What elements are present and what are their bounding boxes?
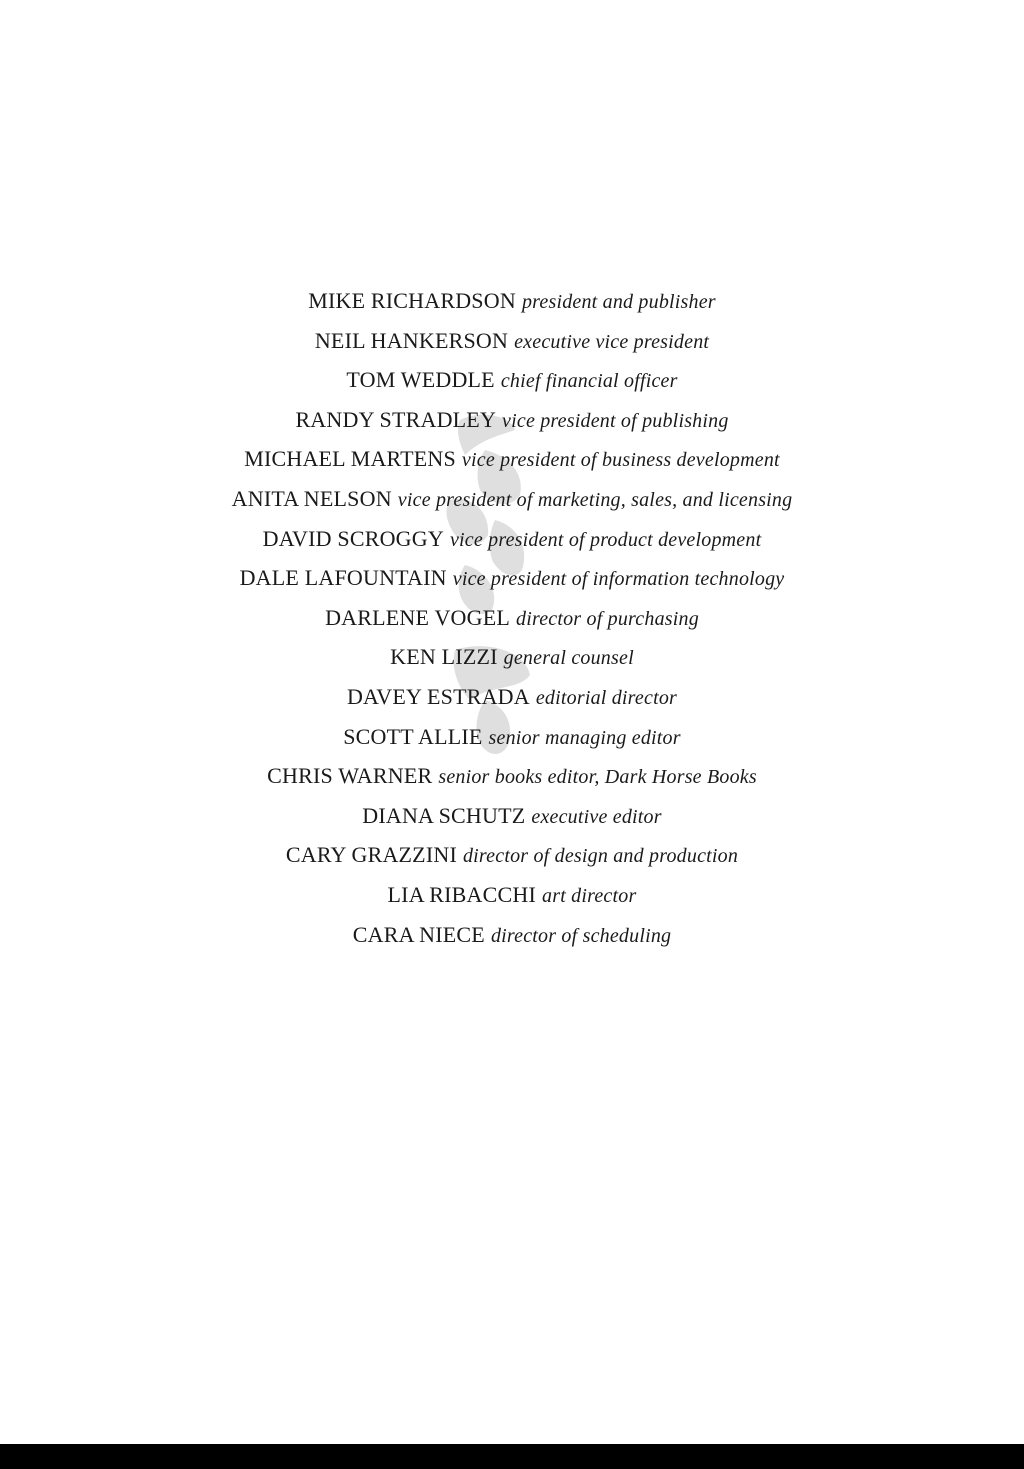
credit-line bbox=[0, 677, 1024, 717]
credit-line bbox=[0, 915, 1024, 955]
credit-line bbox=[0, 439, 1024, 479]
credit-role: president and publisher bbox=[521, 291, 716, 313]
credit-role: director of design and production bbox=[462, 845, 739, 868]
credit-name: LIA RIBACCHI bbox=[387, 881, 537, 907]
credit-name: CARA NIECE bbox=[352, 921, 485, 947]
credit-line bbox=[0, 479, 1024, 519]
credit-role: vice president of information technology bbox=[452, 568, 785, 591]
credit-name: CHRIS WARNER bbox=[267, 763, 433, 789]
credit-role: senior books editor, Dark Horse Books bbox=[438, 766, 757, 789]
credit-role: art director bbox=[542, 884, 637, 907]
credit-line bbox=[0, 558, 1024, 598]
credit-name: MICHAEL MARTENS bbox=[244, 446, 456, 472]
credit-name: DARLENE VOGEL bbox=[325, 604, 510, 630]
credit-line bbox=[0, 717, 1024, 757]
credit-role: director of scheduling bbox=[490, 924, 672, 947]
credit-line bbox=[0, 321, 1024, 361]
credit-line bbox=[0, 835, 1024, 875]
credit-role: vice president of publishing bbox=[502, 409, 729, 432]
credit-line bbox=[0, 637, 1024, 677]
credit-line bbox=[0, 519, 1024, 559]
credit-line bbox=[0, 756, 1024, 796]
credit-line bbox=[0, 796, 1024, 836]
credit-name: CARY GRAZZINI bbox=[285, 842, 457, 868]
credit-role: chief financial officer bbox=[500, 370, 678, 393]
credit-role: general counsel bbox=[503, 647, 634, 670]
credit-name: SCOTT ALLIE bbox=[343, 723, 483, 749]
credit-line bbox=[0, 875, 1024, 915]
credit-name: DAVEY ESTRADA bbox=[346, 683, 530, 709]
credit-role: executive editor bbox=[531, 805, 662, 828]
bottom-border-bar bbox=[0, 1444, 1024, 1469]
credit-line bbox=[0, 281, 1024, 321]
credit-line bbox=[0, 598, 1024, 638]
credit-name: DIANA SCHUTZ bbox=[362, 802, 526, 828]
credit-line bbox=[0, 360, 1024, 400]
credit-name: DAVID SCROGGY bbox=[262, 525, 444, 551]
credit-line bbox=[0, 400, 1024, 440]
credit-role: vice president of product development bbox=[449, 528, 762, 551]
credit-name: TOM WEDDLE bbox=[346, 367, 495, 393]
credit-name: RANDY STRADLEY bbox=[295, 406, 497, 432]
credit-role: senior managing editor bbox=[488, 726, 681, 749]
credit-role: director of purchasing bbox=[516, 607, 699, 630]
credit-role: editorial director bbox=[535, 686, 678, 709]
credit-name: NEIL HANKERSON bbox=[314, 327, 509, 353]
credit-name: ANITA NELSON bbox=[231, 485, 392, 511]
credit-role: executive vice president bbox=[514, 330, 710, 353]
credits-list bbox=[0, 281, 1024, 954]
credit-name: DALE LAFOUNTAIN bbox=[239, 565, 447, 591]
credit-role: vice president of business development bbox=[461, 449, 780, 472]
credit-name: KEN LIZZI bbox=[390, 644, 498, 670]
credit-role: vice president of marketing, sales, and licensing bbox=[397, 488, 793, 511]
credit-name: MIKE RICHARDSON bbox=[308, 288, 516, 313]
